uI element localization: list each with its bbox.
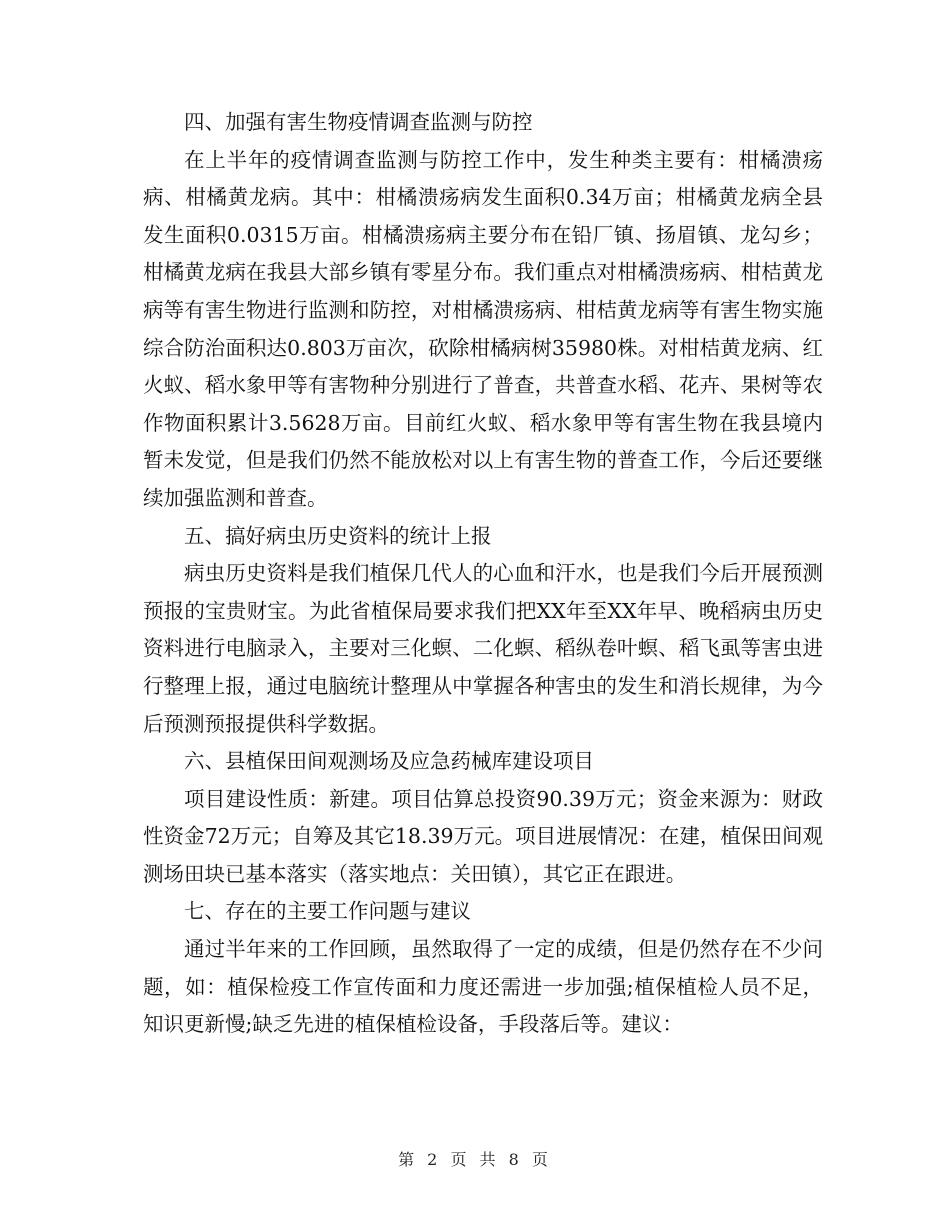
section-body-7: 通过半年来的工作回顾，虽然取得了一定的成绩，但是仍然存在不少问题，如：植保检疫工作宣传面和力度还需进一步加强;植保植检人员不足，知识更新慢;缺乏先进的植保植检设备，手段落后等。建议：	[143, 937, 823, 1037]
document-page	[143, 104, 823, 1044]
page-number-footer: 第 2 页 共 8 页	[398, 1150, 552, 1169]
section-body-6: 项目建设性质：新建。项目估算总投资90.39万元；资金来源为：财政性资金72万元；自筹及其它18.39万元。项目进展情况：在建，植保田间观测场田块已基本落实（落实地点：关田镇），其它正在跟进。	[143, 786, 823, 886]
section-heading-7: 七、存在的主要工作问题与建议	[184, 899, 471, 924]
section-heading-4: 四、加强有害生物疫情调查监测与防控	[184, 110, 533, 134]
section-body-4: 在上半年的疫情调查监测与防控工作中，发生种类主要有：柑橘溃疡病、柑橘黄龙病。其中：柑橘溃疡病发生面积0.34万亩；柑橘黄龙病全县发生面积0.0315万亩。柑橘溃疡病主要分布在铅厂镇、扬眉镇、龙勾乡；柑橘黄龙病在我县大部乡镇有零星分布。我们重点对柑橘溃疡病、柑桔黄龙病等有害生物进行监测和防控，对柑橘溃疡病、柑桔黄龙病等有害生物实施综合防治面积达0.803万亩次，砍除柑橘病树35980株。对柑桔黄龙病、红火蚁、稻水象甲等有害物种分别进行了普查，共普查水稻、花卉、果树等农作物面积累计3.5628万亩。目前红火蚁、稻水象甲等有害生物在我县境内暂未发觉，但是我们仍然不能放松对以上有害生物的普查工作，今后还要继续加强监测和普查。	[143, 147, 823, 510]
section-heading-5: 五、搞好病虫历史资料的统计上报	[184, 523, 492, 548]
section-heading-6: 六、县植保田间观测场及应急药械库建设项目	[184, 749, 594, 774]
section-body-5: 病虫历史资料是我们植保几代人的心血和汗水，也是我们今后开展预测预报的宝贵财宝。为此省植保局要求我们把XX年至XX年早、晚稻病虫历史资料进行电脑录入，主要对三化螟、二化螟、稻纵卷叶螟、稻飞虱等害虫进行整理上报，通过电脑统计整理从中掌握各种害虫的发生和消长规律，为今后预测预报提供科学数据。	[143, 561, 823, 736]
